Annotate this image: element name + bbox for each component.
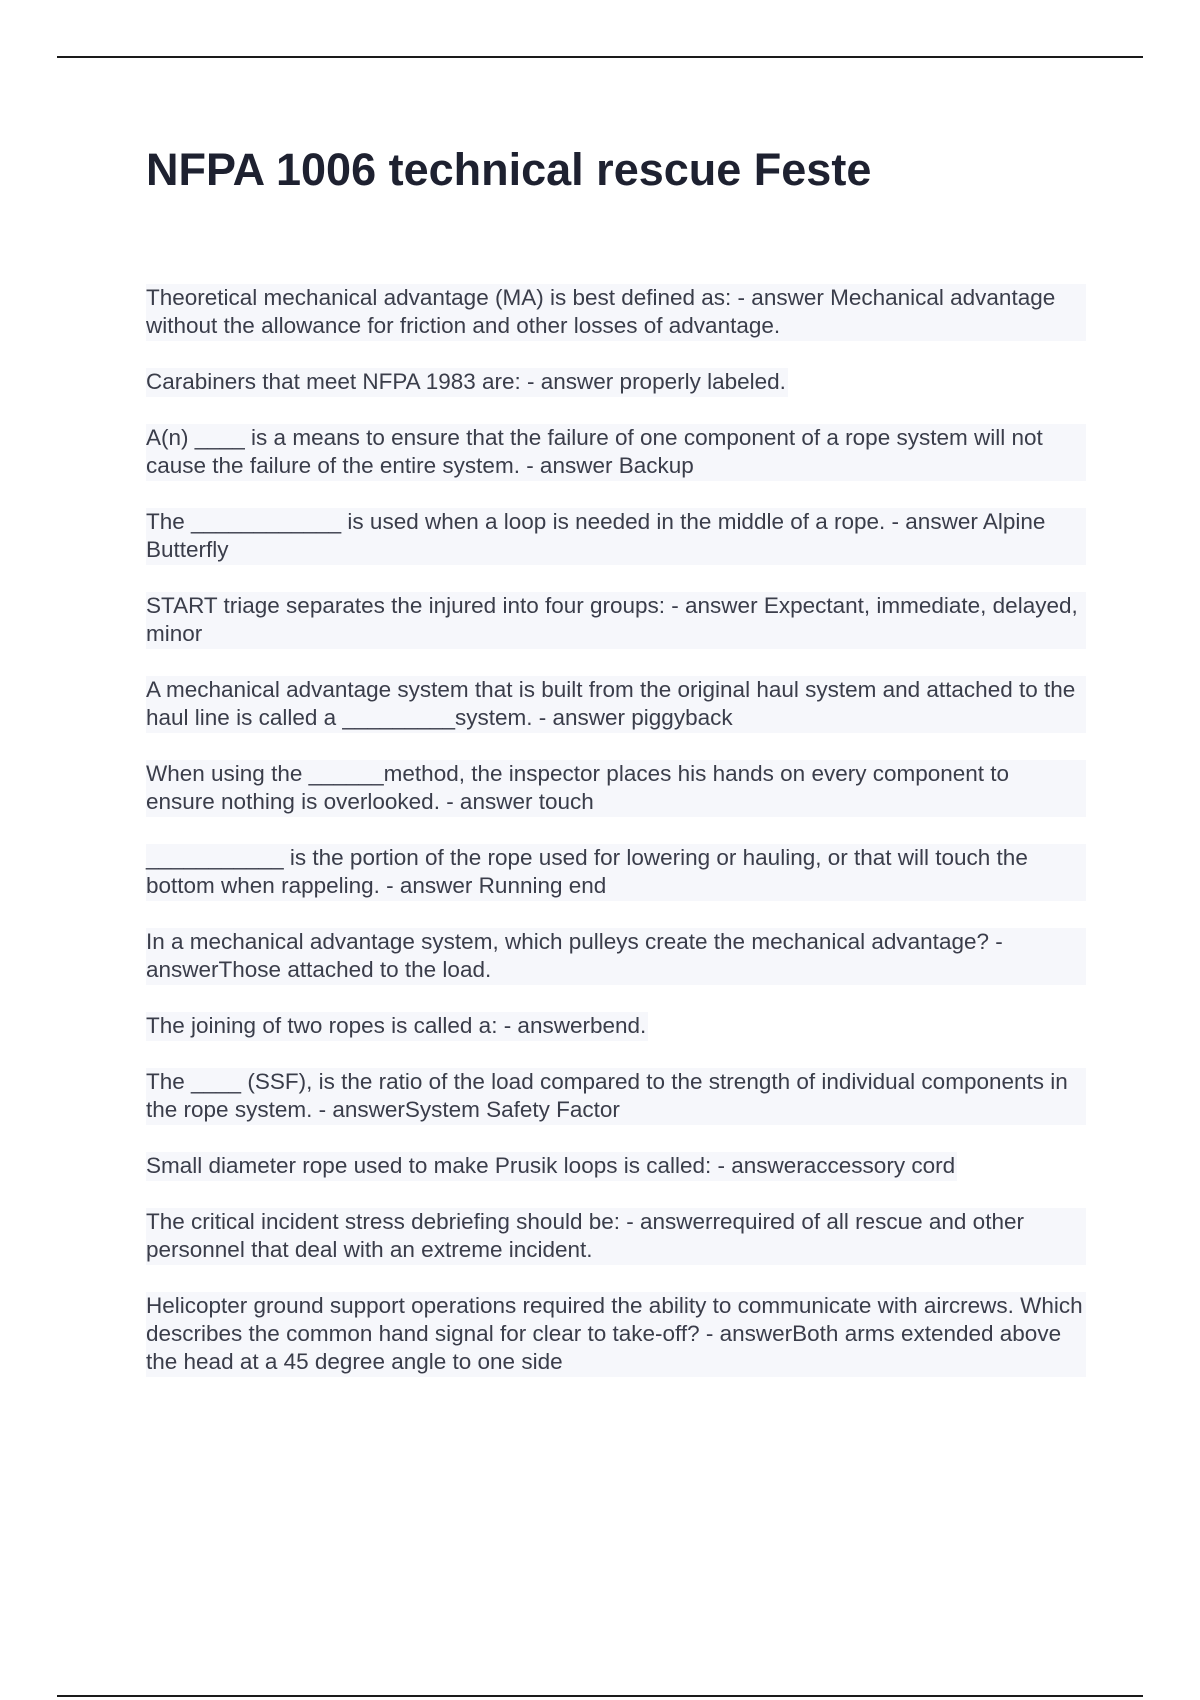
qa-item: In a mechanical advantage system, which pulleys create the mechanical advantage? - answerThose attached to the load. [146,928,1086,985]
qa-item: The joining of two ropes is called a: - answerbend. [146,1012,648,1041]
qa-item: Small diameter rope used to make Prusik loops is called: - answeraccessory cord [146,1152,957,1181]
qa-item: Helicopter ground support operations required the ability to communicate with aircrews. Which describes the common hand signal for clear to take-off? - answerBoth arms extended above the head at a 45 degree angle to one side [146,1292,1086,1377]
qa-item: The critical incident stress debriefing should be: - answerrequired of all rescue and other personnel that deal with an extreme incident. [146,1208,1086,1265]
qa-item: A mechanical advantage system that is built from the original haul system and attached to the haul line is called a _________system. - answer piggyback [146,676,1086,733]
qa-item: A(n) ____ is a means to ensure that the failure of one component of a rope system will not cause the failure of the entire system. - answer Backup [146,424,1086,481]
qa-item: START triage separates the injured into four groups: - answer Expectant, immediate, delayed, minor [146,592,1086,649]
qa-item: When using the ______method, the inspector places his hands on every component to ensure nothing is overlooked. - answer touch [146,760,1086,817]
qa-list [146,284,1086,1404]
bottom-rule [57,1695,1143,1697]
qa-item: The ____ (SSF), is the ratio of the load compared to the strength of individual components in the rope system. - answerSystem Safety Factor [146,1068,1086,1125]
qa-item: The ____________ is used when a loop is needed in the middle of a rope. - answer Alpine Butterfly [146,508,1086,565]
qa-item: Carabiners that meet NFPA 1983 are: - answer properly labeled. [146,368,788,397]
qa-item: ___________ is the portion of the rope used for lowering or hauling, or that will touch the bottom when rappeling. - answer Running end [146,844,1086,901]
top-rule [57,56,1143,58]
qa-item: Theoretical mechanical advantage (MA) is best defined as: - answer Mechanical advantage without the allowance for friction and other losses of advantage. [146,284,1086,341]
document-title: NFPA 1006 technical rescue Feste [146,144,872,195]
